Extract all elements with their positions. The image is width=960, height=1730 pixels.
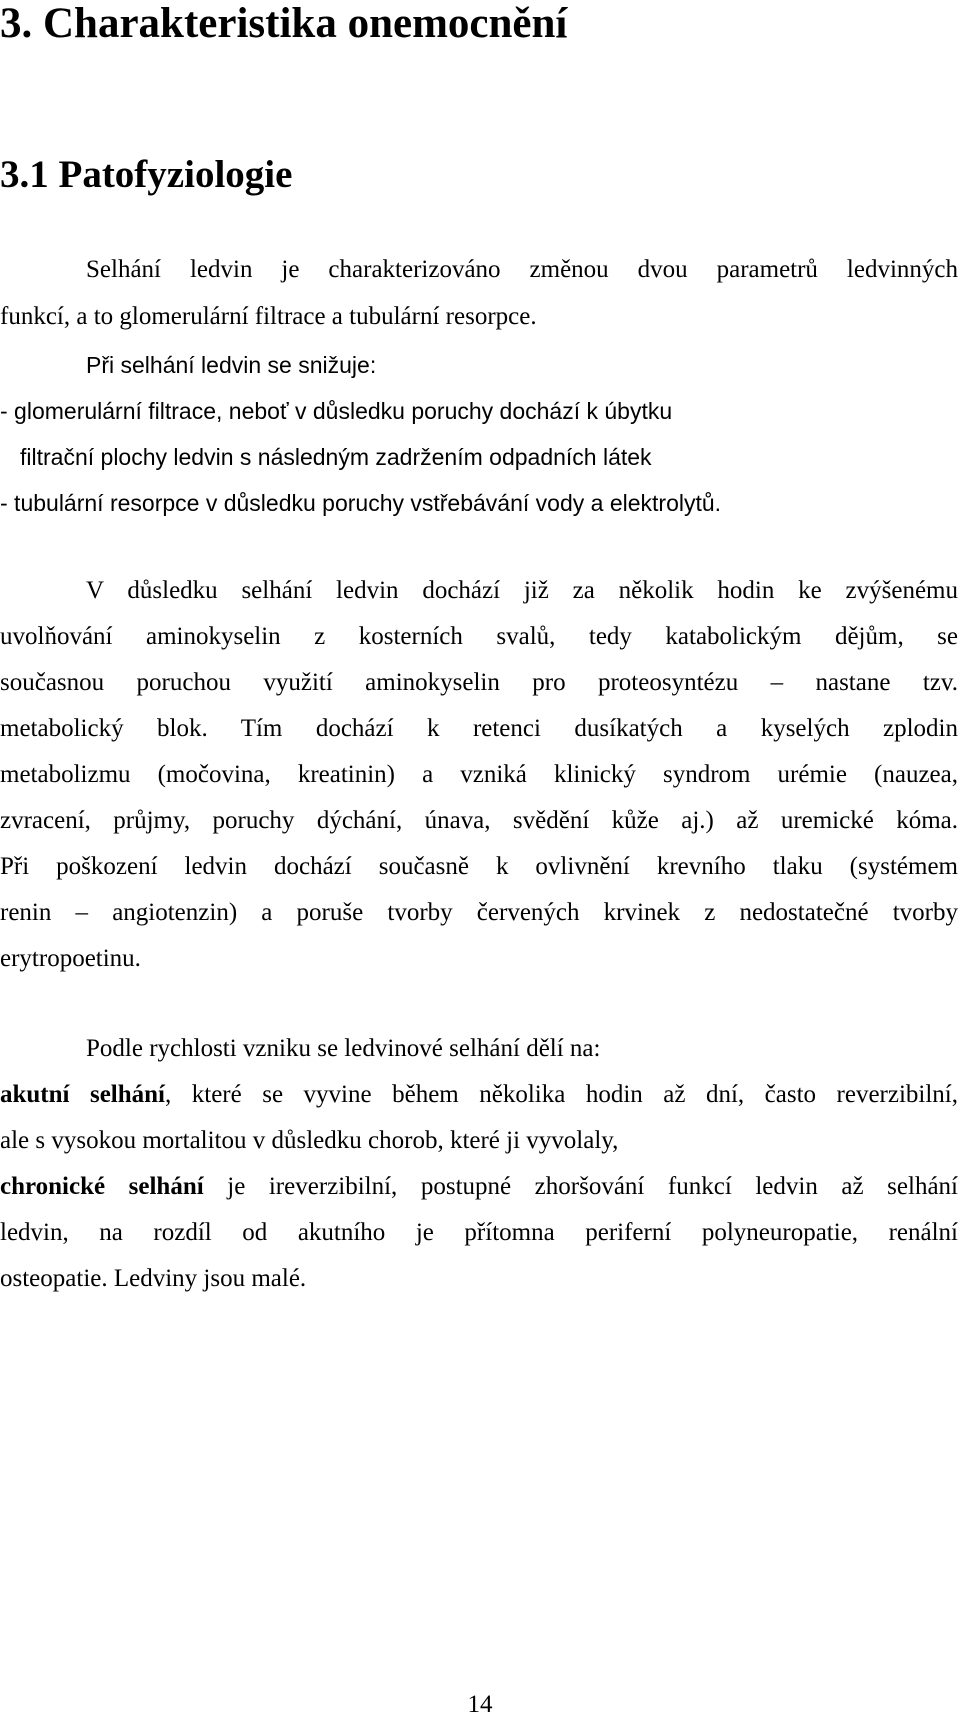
para2-line6: zvracení, průjmy, poruchy dýchání, únava, svědění kůže aj.) až uremické kóma. — [0, 807, 958, 834]
para2-line7: Při poškození ledvin dochází současně k ovlivnění krevního tlaku (systémem — [0, 853, 958, 880]
para1-line2: funkcí, a to glomerulární filtrace a tubulární resorpce. — [0, 303, 537, 330]
para2-line3: současnou poruchou využití aminokyselin pro proteosyntézu – nastane tzv. — [0, 669, 958, 696]
para1-line1: Selhání ledvin je charakterizováno změnou dvou parametrů ledvinných — [86, 256, 958, 283]
acute-text: , které se vyvine během několika hodin až dní, často reverzibilní, — [165, 1081, 958, 1108]
para3-chronic-line1 — [0, 1172, 958, 1202]
para3-chronic-line3: osteopatie. Ledviny jsou malé. — [0, 1265, 307, 1292]
acute-term: akutní selhání — [0, 1081, 166, 1108]
para2-line5: metabolizmu (močovina, kreatinin) a vzniká klinický syndrom urémie (nauzea, — [0, 761, 958, 788]
section-heading: 3.1 Patofyziologie — [0, 153, 293, 196]
chronic-term: chronické selhání — [0, 1173, 204, 1200]
para2-line1: V důsledku selhání ledvin dochází již za několik hodin ke zvýšenému — [86, 577, 958, 604]
chapter-heading: 3. Charakteristika onemocnění — [0, 0, 568, 47]
page-number: 14 — [467, 1691, 493, 1718]
para2-line9: erytropoetinu. — [0, 945, 141, 972]
chronic-text: je ireverzibilní, postupné zhoršování funkcí ledvin až selhání — [203, 1173, 958, 1200]
para2-line8: renin – angiotenzin) a poruše tvorby červených krvinek z nedostatečné tvorby — [0, 899, 958, 926]
para2-line4: metabolický blok. Tím dochází k retenci dusíkatých a kyselých zplodin — [0, 715, 958, 742]
list-item-glomerular-cont: filtrační plochy ledvin s následným zadržením odpadních látek — [20, 444, 652, 470]
para3-acute-line2: ale s vysokou mortalitou v důsledku chorob, které ji vyvolaly, — [0, 1127, 619, 1154]
list-item-tubular: - tubulární resorpce v důsledku poruchy vstřebávání vody a elektrolytů. — [0, 490, 722, 516]
list-item-glomerular: - glomerulární filtrace, neboť v důsledku poruchy dochází k úbytku — [0, 398, 673, 424]
para3-intro: Podle rychlosti vzniku se ledvinové selhání dělí na: — [86, 1035, 601, 1062]
para3-chronic-line2: ledvin, na rozdíl od akutního je přítomna periferní polyneuropatie, renální — [0, 1219, 958, 1246]
para2-line2: uvolňování aminokyselin z kosterních svalů, tedy katabolickým dějům, se — [0, 623, 958, 650]
list-intro: Při selhání ledvin se snižuje: — [86, 352, 377, 378]
para3-acute-line1 — [0, 1080, 958, 1110]
